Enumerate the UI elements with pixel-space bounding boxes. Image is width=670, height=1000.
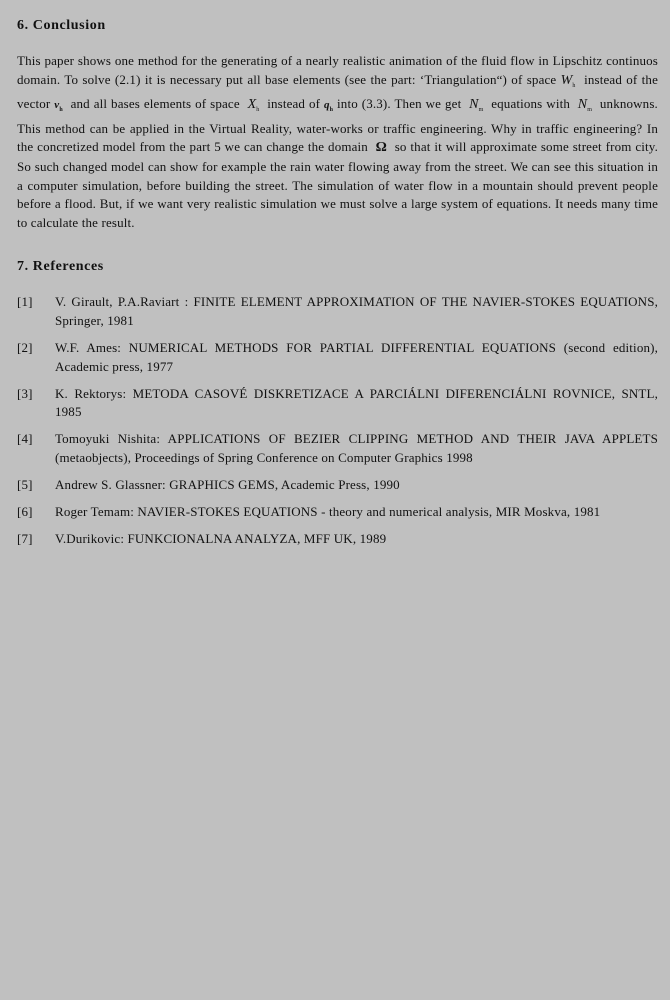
reference-item: [17, 339, 658, 376]
reference-number: [2]: [17, 340, 33, 356]
symbol-n-m-1: $N_m$: [469, 97, 484, 114]
reference-item: [17, 430, 658, 467]
reference-number: [6]: [17, 504, 33, 520]
reference-text: Roger Temam: NAVIER-STOKES EQUATIONS - theory and numerical analysis, MIR Moskva, 1981: [55, 504, 601, 520]
conclusion-text-2: instead of the vector: [17, 71, 658, 112]
symbol-omega: Ω: [375, 140, 388, 156]
references-list: [17, 293, 658, 549]
reference-number: [3]: [17, 385, 33, 401]
conclusion-text-6: equations with: [491, 96, 570, 112]
conclusion-text-8: so that it will approximate some street from city. So such changed model can show for example the rain water flowing away from the street. We can see this situation in a computer simulation, before building the street. The simulation of water flow in a mountain should prevent people before a flood. But, if we want very realistic simulation we must solve a large system of equations. It needs many time to calculate the result.: [17, 139, 658, 230]
reference-number: [7]: [17, 531, 33, 547]
reference-text: V. Girault, P.A.Raviart : FINITE ELEMENT APPROXIMATION OF THE NAVIER-STOKES EQUATIONS, Springer, 1981: [55, 294, 658, 328]
symbol-n-m-2: $N_m$: [577, 97, 593, 114]
reference-item: [17, 530, 658, 549]
symbol-v-h: $v_h$: [54, 99, 63, 114]
reference-text: Andrew S. Glassner: GRAPHICS GEMS, Academic Press, 1990: [55, 477, 400, 493]
reference-number: [1]: [17, 294, 33, 310]
reference-number: [4]: [17, 431, 33, 447]
references-heading: 7. References: [17, 259, 104, 275]
conclusion-text-3: and all bases elements of space: [70, 96, 240, 112]
reference-item: [17, 385, 658, 422]
symbol-q-h: $q_h$: [323, 99, 334, 114]
conclusion-text-1: This paper shows one method for the generating of a nearly realistic animation of the fluid flow in Lipschitz continuos domain. To solve (2.1) it is necessary put all base elements (see the part: ‘Triangulation“) of space: [17, 53, 658, 87]
reference-text: V.Durikovic: FUNKCIONALNA ANALYZA, MFF UK, 1989: [55, 531, 387, 547]
reference-text: K. Rektorys: METODA CASOVÉ DISKRETIZACE A PARCIÁLNI DIFERENCIÁLNI ROVNICE, SNTL, 1985: [55, 385, 658, 420]
reference-text: Tomoyuki Nishita: APPLICATIONS OF BEZIER CLIPPING METHOD AND THEIR JAVA APPLETS (metaobjects), Proceedings of Spring Conference on Computer Graphics 1998: [55, 431, 658, 465]
conclusion-text-4: instead of: [267, 96, 321, 112]
reference-number: [5]: [17, 477, 33, 493]
symbol-x-h: $X_h$: [247, 97, 260, 114]
conclusion-paragraph: [17, 52, 658, 232]
symbol-w-h: $W_h$: [560, 72, 576, 89]
conclusion-text-5: into (3.3). Then we get: [337, 96, 462, 112]
reference-item: [17, 476, 658, 495]
reference-item: [17, 293, 658, 330]
conclusion-heading: 6. Conclusion: [17, 18, 106, 33]
reference-text: W.F. Ames: NUMERICAL METHODS FOR PARTIAL DIFFERENTIAL EQUATIONS (second edition), Academic press, 1977: [55, 340, 658, 374]
conclusion-text-7: unknowns. This method can be applied in the Virtual Reality, water-works or traffic engineering. Why in traffic engineering? In the concretized model from the part 5 we can change the domain: [17, 96, 658, 155]
reference-item: [17, 503, 658, 522]
